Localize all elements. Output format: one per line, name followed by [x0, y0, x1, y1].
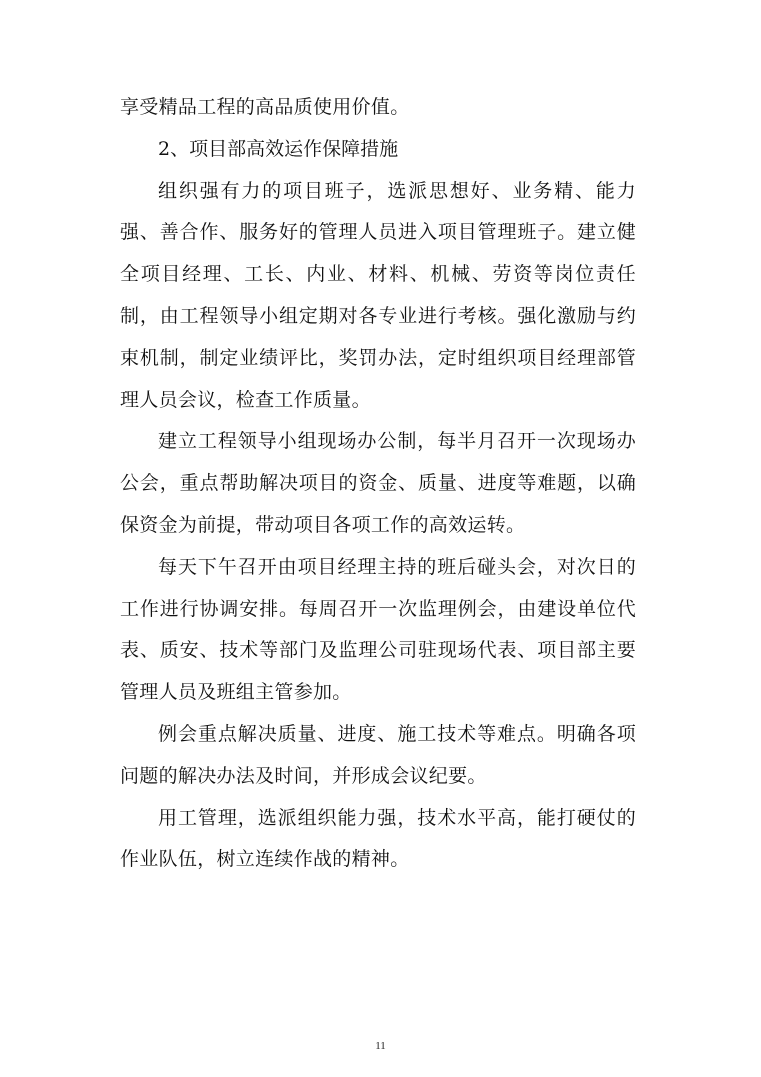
page-number: 11	[375, 1040, 386, 1052]
paragraph: 组织强有力的项目班子，选派思想好、业务精、能力强、善合作、服务好的管理人员进入项目管理班子。建立健全项目经理、工长、内业、材料、机械、劳资等岗位责任制，由工程领导小组定期对各专业进行考核。强化激励与约束机制，制定业绩评比，奖罚办法，定时组织项目经理部管理人员会议，检查工作质量。	[120, 179, 636, 411]
page-body	[120, 87, 636, 881]
paragraph: 例会重点解决质量、进度、施工技术等难点。明确各项问题的解决办法及时间，并形成会议纪要。	[120, 722, 636, 787]
section-heading: 2、项目部高效运作保障措施	[158, 137, 399, 160]
paragraph: 用工管理，选派组织能力强，技术水平高，能打硬仗的作业队伍，树立连续作战的精神。	[120, 806, 636, 871]
paragraph-continuation: 享受精品工程的高品质使用价值。	[120, 96, 410, 118]
paragraph: 建立工程领导小组现场办公制，每半月召开一次现场办公会，重点帮助解决项目的资金、质量、进度等难题，以确保资金为前提，带动项目各项工作的高效运转。	[120, 430, 636, 536]
paragraph: 每天下午召开由项目经理主持的班后碰头会，对次日的工作进行协调安排。每周召开一次监理例会，由建设单位代表、质安、技术等部门及监理公司驻现场代表、项目部主要管理人员及班组主管参加。	[120, 555, 636, 704]
